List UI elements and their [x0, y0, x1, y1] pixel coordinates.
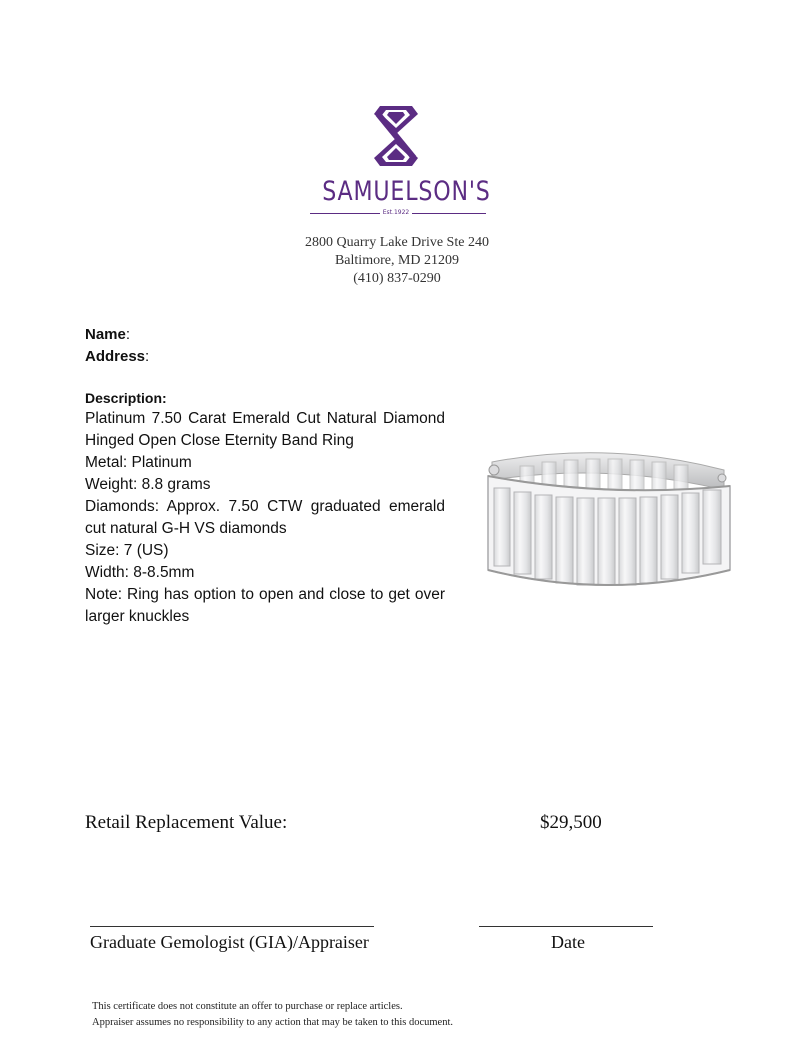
description-line: Width: 8-8.5mm [85, 564, 195, 581]
description-heading: Description: [85, 390, 167, 406]
description-line: Platinum 7.50 Carat Emerald Cut Natural Diamond Hinged Open Close Eternity Band Ring [85, 410, 445, 449]
phone-number: (410) 837-0290 [353, 271, 441, 286]
description-line: Diamonds: Approx. 7.50 CTW graduated emerald cut natural G-H VS diamonds [85, 498, 445, 537]
name-label: Name [85, 326, 126, 343]
address-label: Address [85, 348, 146, 365]
address-line-1: 2800 Quarry Lake Drive Ste 240 [305, 235, 489, 250]
disclaimer-line-1: This certificate does not constitute an offer to purchase or replace articles. [92, 1001, 403, 1012]
brand-name: SAMUELSON'S [322, 176, 491, 207]
samuelsons-logo-icon [372, 104, 420, 168]
customer-address-field: Address: [85, 348, 150, 365]
brand-established: Est.1922 [382, 209, 410, 216]
customer-name-field: Name: [85, 326, 131, 343]
description-block [85, 408, 445, 628]
date-signature-line [479, 926, 653, 927]
brand-divider-right [412, 213, 486, 214]
description-line: Size: 7 (US) [85, 542, 169, 559]
description-line: Weight: 8.8 grams [85, 476, 211, 493]
description-line: Metal: Platinum [85, 454, 192, 471]
disclaimer-line-2: Appraiser assumes no responsibility to any action that may be taken to this document. [92, 1017, 454, 1028]
ring-photo-icon [480, 440, 736, 608]
address-line-2: Baltimore, MD 21209 [334, 253, 460, 268]
brand-divider-left [310, 213, 380, 214]
date-label: Date [551, 932, 585, 952]
appraiser-label: Graduate Gemologist (GIA)/Appraiser [90, 932, 369, 952]
appraiser-signature-line [90, 926, 374, 927]
description-line: Note: Ring has option to open and close to get over larger knuckles [85, 586, 445, 625]
retail-value-amount: $29,500 [540, 812, 602, 833]
retail-value-label: Retail Replacement Value: [85, 812, 288, 833]
